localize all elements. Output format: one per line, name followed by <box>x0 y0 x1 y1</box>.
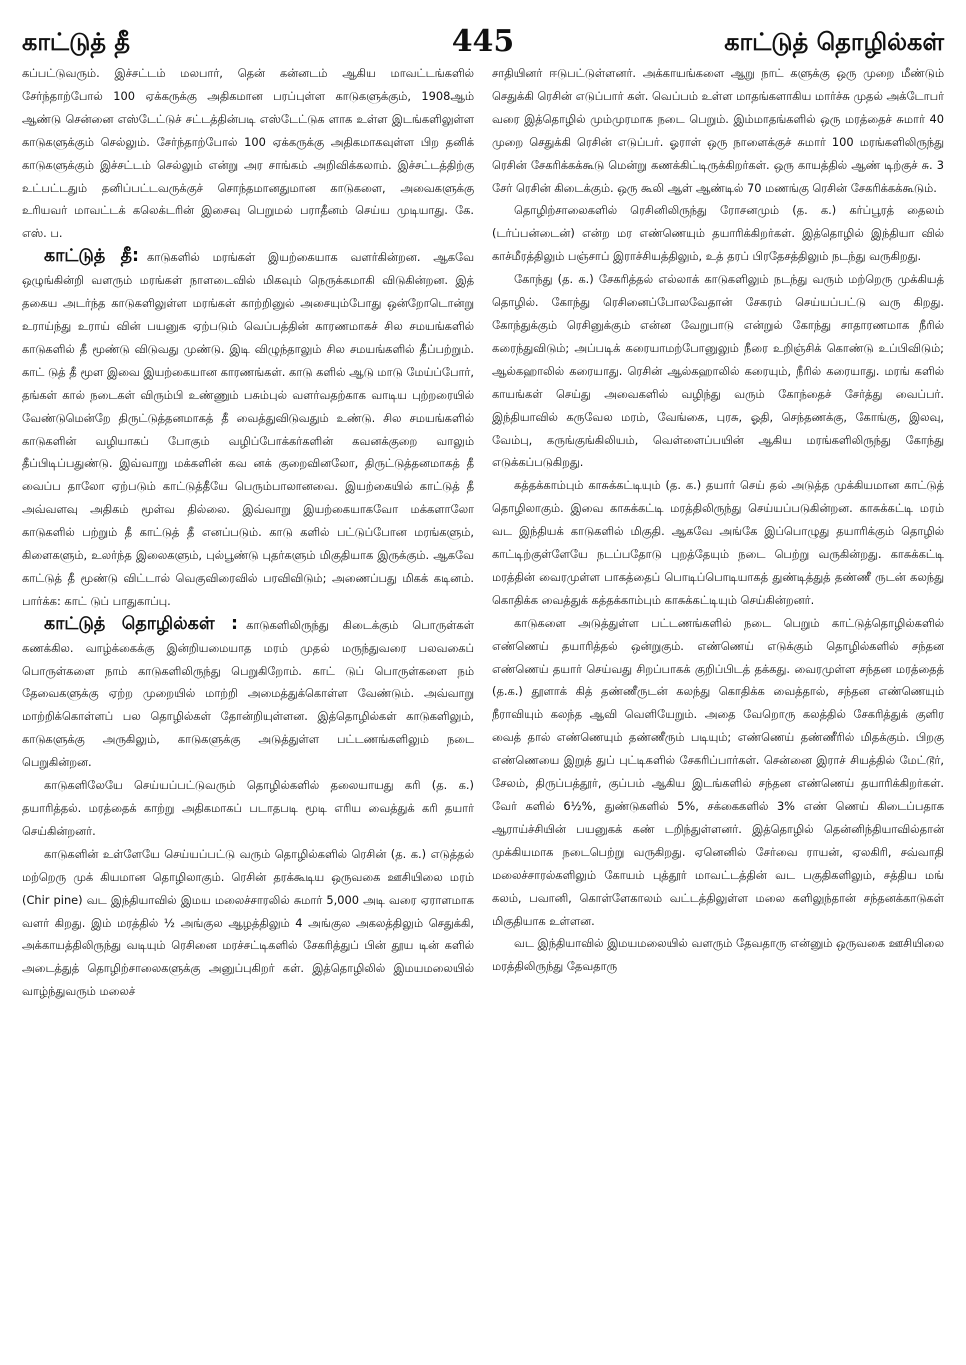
left-column <box>22 62 474 1357</box>
right-column <box>492 62 944 1357</box>
page-header <box>22 22 944 62</box>
entry-text: காடுகளில் மரங்கள் இயற்கையாக வளர்கின்றன. ஆகவே ஒழுங்கின்றி வளரும் மரங்கள் நாளடைவில் மிகவும் நெருக்கமாகி விடுகின்றன. இத் தகைய அடர்ந்த காடுகளிலுள்ள மரங்கள் காற்றினுல் அசையும்போது ஒன்றோடொன்று உராய்ந்து உராய் வின் பயனுக ஏற்படும் வெப்பத்தின் காரணமாகச் சில சமயங்களில் காடுகளில் தீ மூண்டு விடுவது முண்டு. இடி விழுந்தாலும் சில சமயங்களில் தீப்பற்றும். காட் டுத் தீ மூள இவை இயற்கையான காரணங்கள். காடு களில் ஆடு மாடு மேய்ப்போர், தங்கள் கால் நடைகள் விரும்பி உண்ணும் பசும்புல் வளர்வதற்காக வாடிய புற்றரையில் வேண்டுமென்றே திருட்டுத்தனமாகத் தீ வைத்துவிடுவதும் உண்டு. சில சமயங்களில் காடுகளின் வழியாகப் போகும் வழிப்போக்கர்களின் கவனக்குறை வாலும் தீப்பிடிப்பதுண்டு. இவ்வாறு மக்களின் கவ னக் குறைவினலோ, திருட்டுத்தனமாகத் தீ வைப்ப தாலோ ஏற்படும் காட்டுத்தீயே பெரும்பாலானவை. இயற்கையில் காட்டுத் தீ அவ்வளவு அதிகம் மூள்வ தில்லை. இவ்வாறு இயற்கையாகவோ மக்களாலோ காடுகளில் பற்றும் தீ காட்டுத் தீ எனப்படும். காடு களில் பட்டுப்போன மரங்களும், கிளைகளும், உலர்ந்த இலைகளும், புல்பூண்டு புதர்களும் மிகுதியாக இருக்கும். ஆகவே காட்டுத் தீ மூண்டு விட்டால் வெகுவிரைவில் பரவிவிடும்; அணைப்பது மிகக் கடினம். பார்க்க: காட் டுப் பாதுகாப்பு. <box>22 250 474 608</box>
paragraph: வட இந்தியாவில் இமயமலையில் வளரும் தேவதாரு என்னும் ஒருவகை ஊசியிலை மரத்திலிருந்து தேவதாரு <box>492 936 944 974</box>
paragraph: காடுகளிலேயே செய்யப்பட்டுவரும் தொழில்களில் தலையாயது கரி (த. க.) தயாரித்தல். மரத்தைக் காற்று அதிகமாகப் படாதபடி மூடி எரிய வைத்துக் கரி தயார் செய்கின்றனர். <box>22 778 474 838</box>
entry-heading-forest-industries: காட்டுத் தொழில்கள் : <box>44 613 239 634</box>
paragraph: கோந்து (த. க.) சேகரித்தல் எல்லாக் காடுகளிலும் நடந்து வரும் மற்றெரு முக்கியத் தொழில். கோந்து ரெசினைப்போலவேதான் சேகரம் செய்யப்பட்டு வரு கிறது. கோந்துக்கும் ரெசினுக்கும் என்ன வேறுபாடு என்றுல் கோந்து சாதாரணமாக நீரில் கரைந்துவிடும்; அப்படிக் கரையாமற்போனுலும் நீரை உறிஞ்சிக் கொண்டு உப்பிவிடும்; ஆல்கஹாலில் கரையாது. ரெசின் ஆல்கஹாலில் கரையும், நீரில் கரையாது. மரங் களில் காயங்கள் செய்து அவைகளில் வழிந்து வரும் கோந்தைச் சேர்த்து வைப்பர். இந்தியாவில் கருவேல மரம், வேங்கை, புரசு, ஓதி, செந்தணக்கு, கோங்கு, இலவு, வேம்பு, கருங்குங்கிலியம், வெள்ளைப்பயின் ஆகிய மரங்களிலிருந்து கோந்து எடுக்கப்படுகிறது. <box>492 272 944 470</box>
paragraph: காடுகளை அடுத்துள்ள பட்டணங்களில் நடை பெறும் காட்டுத்தொழில்களில் எண்ணெய் தயாரித்தல் ஒன்றுகும். எண்ணெய் எடுக்கும் தொழில்களில் சந்தன எண்ணெய் தயார் செய்வது சிறப்பாகக் குறிப்பிடத் தக்கது. வைரமுள்ள சந்தன மரத்தைத் (த.க.) தூளாக் கித் தண்ணீருடன் கலந்து கொதிக்க வைத்தால், சந்தன எண்ணெயும் நீராவியும் கலந்த ஆவி வெளியேறும். அதை வேறொரு கலத்தில் சேகரித்துக் குளிர வைத் தால் எண்ணெயும் தண்ணீரும் படியும்; எண்ணெய் தண்ணீரில் மிதக்கும். பிறகு எண்ணெயை இறுத் துப் புட்டிகளில் சேகரிப்பார்கள். சென்னை இராச் சியத்தில் மேட்டூர், சேலம், திருப்பத்தூர், குப்பம் ஆகிய இடங்களில் சந்தன எண்ணெய் தயாரிக்கிறர்கள். வேர் களில் 6½%, துண்டுகளில் 5%, சக்கைகளில் 3% எண் ணெய் கிடைப்பதாக ஆராய்ச்சியின் பயனுகக் கண் டறிந்துள்ளனர். இத்தொழில் தென்னிந்தியாவில்தான் முக்கியமாக நடைபெற்று வருகிறது. ஏனெனில் சேர்வை ராயன், ஏலகிரி, சவ்வாதி மலைச்சாரல்களிலும் கோயம் புத்தூர் மாவட்டத்தின் வட பகுதிகளிலும், சத்திய மங் கலம், பவானி, கொள்ளேகாலம் வட்டத்திலுள்ள மலை களிலுந்தான் சந்தனக்காடுகள் மிகுதியாக உள்ளன. <box>492 615 944 928</box>
running-head-left: காட்டுத் தீ <box>22 28 131 56</box>
page-number: 445 <box>451 24 515 59</box>
entry-paragraph <box>22 613 474 774</box>
paragraph: தொழிற்சாலைகளில் ரெசினிலிருந்து ரோசனமும் (த. க.) கர்ப்பூரத் தைலம் (டர்ப்பன்டைன்) என்ற மர எண்ணெயும் தயாரிக்கிறர்கள். இத்தொழில் இந்தியா வில் காச்மீரத்திலும் பஞ்சாப் இராச்சியத்திலும், உத் தரப் பிரதேசத்திலும் நடந்து வருகிறது. <box>492 203 944 264</box>
paragraph: சாதியினர் ஈடுபட்டுள்ளனர். அக்காயங்களை ஆறு நாட் களுக்கு ஒரு முறை மீண்டும் செதுக்கி ரெசின் எடுப்பார் கள். வெப்பம் உள்ள மாதங்களாகிய மார்ச்சு முதல் அக்டோபர் வரை இத்தொழில் மும்முரமாக நடை பெறும். இம்மாதங்களில் ஒரு மரத்தைச் சுமார் 40 முறை செதுக்கி ரெசின் எடுப்பர். ஓராள் ஒரு நாளைக்குச் சுமார் 100 மரங்களிலிருந்து ரெசின் சேகரிக்கக்கூடு மென்று கணக்கிட்டிருக்கிறர்கள். ஒரு காயத்தில் ஆண் டிற்குச் சு. 3 சேர் ரெசின் கிடைக்கும். ஒரு கூலி ஆள் ஆண்டில் 70 மணங்கு ரெசின் சேகரிக்கக்கூடும். <box>492 66 944 195</box>
running-head-right: காட்டுத் தொழில்கள் <box>724 28 944 56</box>
entry-text: காடுகளிலிருந்து கிடைக்கும் பொருள்கள் கணக்கில. வாழ்க்கைக்கு இன்றியமையாத மரம் முதல் மருந்துவரை பலவகைப் பொருள்களை நாம் காடுகளிலிருந்து பெறுகிறோம். காட் டுப் பொருள்களை நம் தேவைகளுக்கு ஏற்ற முறையில் மாற்றி அமைத்துக்கொள்ள வேண்டும். அவ்வாறு மாற்றிக்கொள்ளப் பல தொழில்கள் தோன்றியுள்ளன. இத்தொழில்கள் காடுகளிலும், காடுகளுக்கு அருகிலும், காடுகளுக்கு அடுத்துள்ள பட்டணங்களிலும் நடை பெறுகின்றன. <box>22 617 474 770</box>
text-columns <box>22 62 944 1357</box>
entry-heading-forest-fire: காட்டுத் தீ: <box>44 246 139 267</box>
paragraph: காடுகளின் உள்ளேயே செய்யப்பட்டு வரும் தொழில்களில் ரெசின் (த. க.) எடுத்தல் மற்றெரு முக் கியமான தொழிலாகும். ரெசின் தரக்கூடிய ஒருவகை ஊசியிலை மரம் (Chir pine) வட இந்தியாவில் இமய மலைச்சாரலில் சுமார் 5,000 அடி வரை ஏராளமாக வளர் கிறது. இம் மரத்தில் ½ அங்குல ஆழத்திலும் 4 அங்குல அகலத்திலும் செதுக்கி, அக்காயத்திலிருந்து வடியும் ரெசினை மரச்சட்டிகளில் சேகரித்துப் பின் தூய டின் களில் அடைத்துத் தொழிற்சாலைகளுக்கு அனுப்புகிறர் கள். இத்தொழிலில் இமயமலையில் வாழ்ந்துவரும் மலைச் <box>22 846 474 999</box>
entry-paragraph <box>22 245 474 613</box>
paragraph: கத்தக்காம்பும் காசுக்கட்டியும் (த. க.) தயார் செய் தல் அடுத்த முக்கியமான காட்டுத் தொழிலாகும். இவை காசுக்கட்டி மரத்திலிருந்து செய்யப்படுகின்றன. காசுக்கட்டி மரம் வட இந்தியக் காடுகளில் மிகுதி. ஆகவே அங்கே இப்பொழுது தயாரிக்கும் தொழில் காட்டிற்குள்ளேயே நடப்பதோடு புறத்தேயும் நடை பெற்று வருகின்றது. காசுக்கட்டி மரத்தின் வைரமுள்ள பாகத்தைப் பொடிப்பொடியாகத் துண்டித்துத் தண்ணீ ருடன் கலந்து கொதிக்க வைத்துக் கத்தக்காம்பும் காசுக்கட்டியும் செய்கின்றனர். <box>492 478 944 607</box>
paragraph: கப்பட்டுவரும். இச்சட்டம் மலபார், தென் கன்னடம் ஆகிய மாவட்டங்களில் சேர்ந்தாற்போல் 100 ஏக்கருக்கு அதிகமான பரப்புள்ள காடுகளுக்கும், 1908ஆம் ஆண்டு சென்னை எஸ்டேட்டுச் சட்டத்தின்படி எஸ்டேட்டுக ளாக உள்ள இடங்களிலுள்ள காடுகளுக்கும் செல்லும். சேர்ந்தாற்போல் 100 ஏக்கருக்கு அதிகமாகவுள்ள பிற தனிக் காடுகளுக்கும் இச்சட்டம் செல்லும் என்று அர சாங்கம் அறிவிக்கலாம். இச்சட்டத்திற்கு உட்பட்டதும் தனிப்பட்டவருக்குச் சொந்தமானதுமான காடுகளை, அவைகளுக்கு உரியவர் மாவட்டக் கலெக்டரின் இசைவு பெறுமல் பராதீனம் செய்ய முடியாது. கே. எஸ். ப. <box>22 66 474 241</box>
